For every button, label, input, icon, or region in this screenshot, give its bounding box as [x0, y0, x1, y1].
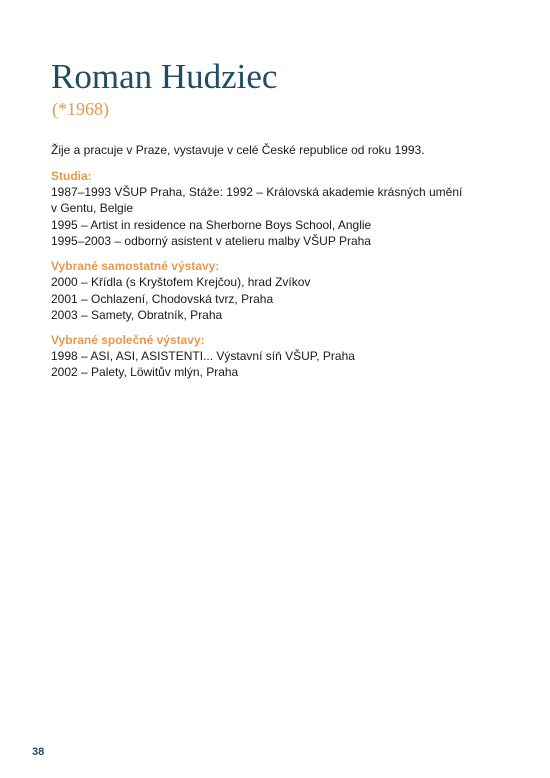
solo-exhibition-entry: 2001 – Ochlazení, Chodovská tvrz, Praha: [51, 291, 274, 306]
biography: [51, 142, 511, 389]
solo-exhibition-entry: 2000 – Křídla (s Kryštofem Krejčou), hrad Zvíkov: [51, 274, 311, 289]
solo-exhibitions-heading: Vybrané samostatné výstavy:: [51, 258, 220, 273]
studia-entry: 1987–1993 VŠUP Praha, Stáže: 1992 – Královská akademie krásných umění: [51, 184, 463, 199]
group-exhibition-entry: 1998 – ASI, ASI, ASISTENTI... Výstavní síň VŠUP, Praha: [51, 348, 355, 363]
studia-entry: 1995 – Artist in residence na Sherborne Boys School, Anglie: [51, 217, 372, 232]
studia-section: [51, 168, 511, 250]
studia-heading: Studia:: [51, 168, 92, 183]
intro-text: Žije a pracuje v Praze, vystavuje v celé České republice od roku 1993.: [51, 143, 425, 157]
group-exhibition-entry: 2002 – Palety, Löwitův mlýn, Praha: [51, 365, 239, 380]
page-number: 38: [32, 746, 45, 758]
group-exhibitions-heading: Vybrané společné výstavy:: [51, 332, 205, 347]
solo-exhibition-entry: 2003 – Samety, Obratník, Praha: [51, 308, 223, 323]
solo-exhibitions-section: [51, 258, 511, 324]
group-exhibitions-section: [51, 332, 511, 381]
artist-name: Roman Hudziec: [51, 57, 278, 96]
birth-year: (*1968): [52, 99, 109, 119]
studia-entry: 1995–2003 – odborný asistent v atelieru malby VŠUP Praha: [51, 234, 371, 249]
studia-entry: v Gentu, Belgie: [51, 201, 134, 216]
